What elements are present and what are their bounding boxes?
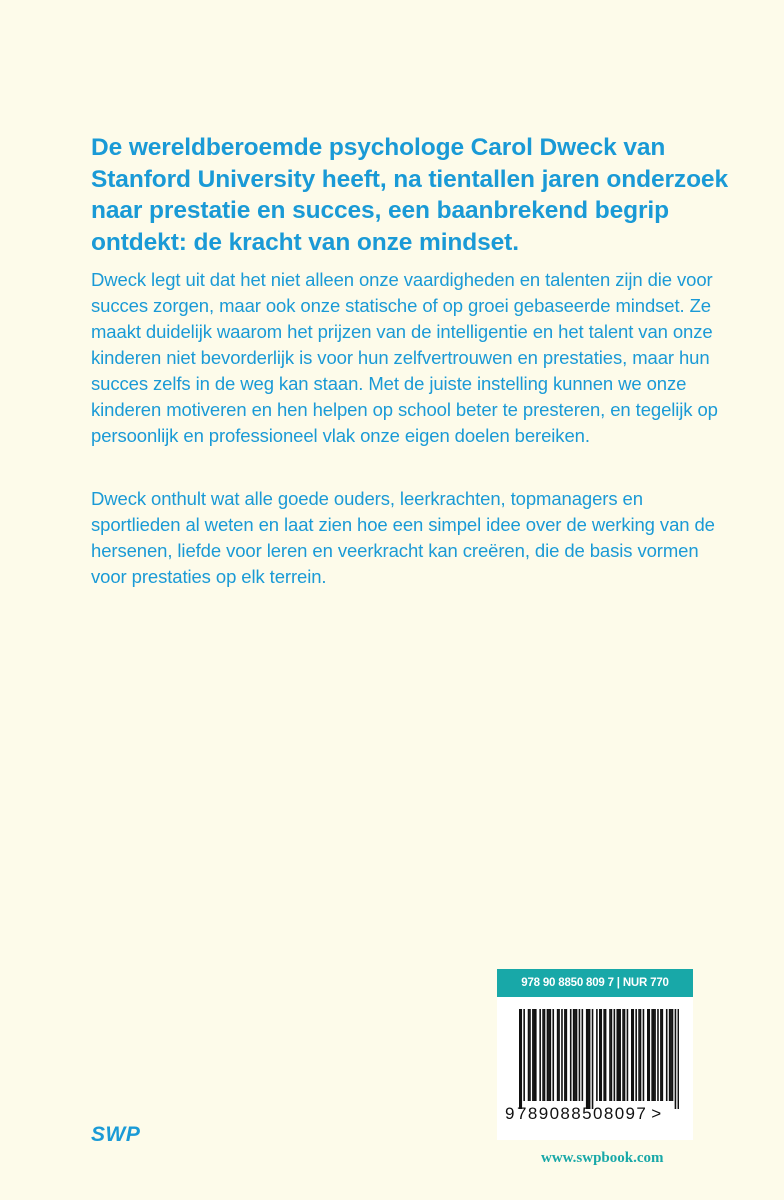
body-paragraph-2: Dweck onthult wat alle goede ouders, leerkrachten, topmanagers en sportlieden al weten en laat zien hoe een simpel idee over de werking van de hersenen, liefde voor leren en veerkracht kan creëren, die de basis vormen voor prestaties op elk terrein. — [91, 488, 715, 587]
barcode-bar — [672, 1009, 674, 1101]
barcode-bar — [603, 1009, 605, 1101]
barcode-bar — [573, 1009, 575, 1101]
barcode-bar — [586, 1009, 588, 1109]
barcode-arrow: > — [651, 1104, 662, 1123]
barcode-bar — [528, 1009, 530, 1101]
barcode-bar — [570, 1009, 572, 1101]
barcode-bar — [520, 1009, 522, 1109]
barcode-bar — [544, 1009, 546, 1101]
barcode-first-digit: 9 — [505, 1104, 515, 1123]
barcode-bar — [609, 1009, 611, 1101]
barcode-bar — [635, 1009, 637, 1101]
barcode — [497, 997, 693, 1140]
barcode-bar — [600, 1009, 602, 1101]
barcode-bar — [557, 1009, 559, 1101]
barcode-bar — [529, 1009, 531, 1101]
barcode-bar — [627, 1009, 629, 1101]
barcode-bar — [566, 1009, 568, 1101]
barcode-bar — [605, 1009, 607, 1101]
body-paragraph-1: Dweck legt uit dat het niet alleen onze vaardigheden en talenten zijn die voor succes zorgen, maar ook onze statische of op groei gebaseerde mindset. Ze maakt duidelijk waarom het prijzen van de intelligentie en het talent van onze kinderen niet bevorderlijk is voor hun zelfvertrouwen en prestaties, maar hun succes zelfs in de weg kan staan. Met de juiste instelling kunnen we onze kinderen motiveren en hen helpen op school beter te presteren, en tegelijk op persoonlijk en professioneel vlak onze eigen doelen bereiken. — [91, 269, 718, 446]
barcode-bar — [653, 1009, 655, 1101]
isbn-nur-label: 978 90 8850 809 7 | NUR 770 — [497, 969, 693, 997]
barcode-bar — [535, 1009, 537, 1101]
barcode-bar — [547, 1009, 549, 1101]
barcode-bars — [519, 1009, 679, 1109]
barcode-bar — [654, 1009, 656, 1101]
barcode-bar — [587, 1009, 589, 1109]
barcode-bar — [660, 1009, 662, 1101]
barcode-bar — [619, 1009, 621, 1101]
barcode-bar — [624, 1009, 626, 1101]
barcode-bar — [550, 1009, 552, 1101]
barcode-bar — [579, 1009, 581, 1101]
barcode-digits — [505, 1104, 689, 1124]
barcode-bar — [548, 1009, 550, 1101]
barcode-bar — [651, 1009, 653, 1101]
barcode-bar — [599, 1009, 601, 1101]
barcode-bar — [666, 1009, 668, 1101]
barcode-bar — [631, 1009, 633, 1101]
barcode-bar — [614, 1009, 616, 1101]
publisher-logo: SWP — [91, 1123, 141, 1146]
barcode-bar — [640, 1009, 642, 1101]
barcode-bar — [669, 1009, 671, 1101]
barcode-bar — [592, 1009, 594, 1109]
barcode-bar — [675, 1009, 677, 1109]
barcode-bar — [647, 1009, 649, 1101]
barcode-bar — [678, 1009, 679, 1109]
barcode-bar — [539, 1009, 541, 1101]
barcode-number: 789088508097 — [517, 1104, 648, 1123]
barcode-bar — [574, 1009, 576, 1101]
barcode-bar — [657, 1009, 659, 1101]
headline: De wereldberoemde psychologe Carol Dweck van Stanford University heeft, na tientallen jaren onderzoek naar prestatie en succes, een baanbrekend begrip ontdekt: de kracht van onze mindset. — [91, 134, 728, 256]
barcode-bar — [564, 1009, 566, 1101]
barcode-bar — [532, 1009, 534, 1101]
barcode-bar — [648, 1009, 650, 1101]
barcode-bar — [534, 1009, 536, 1101]
barcode-bar — [582, 1009, 584, 1101]
barcode-bar — [596, 1009, 598, 1101]
barcode-bar — [632, 1009, 634, 1101]
barcode-bar — [622, 1009, 624, 1101]
barcode-bar — [523, 1009, 525, 1101]
barcode-bar — [618, 1009, 620, 1101]
barcode-bar — [662, 1009, 664, 1101]
barcode-bar — [542, 1009, 544, 1101]
barcode-bar — [611, 1009, 613, 1101]
barcode-bar — [643, 1009, 645, 1101]
barcode-bar — [558, 1009, 560, 1101]
barcode-bar — [552, 1009, 554, 1101]
website-link[interactable]: www.swpbook.com — [541, 1150, 664, 1166]
barcode-bar — [638, 1009, 640, 1101]
barcode-bar — [561, 1009, 563, 1101]
barcode-bar — [576, 1009, 578, 1101]
barcode-bar — [589, 1009, 591, 1109]
barcode-bar — [670, 1009, 672, 1101]
barcode-bar — [616, 1009, 618, 1101]
barcode-bar — [519, 1009, 521, 1109]
